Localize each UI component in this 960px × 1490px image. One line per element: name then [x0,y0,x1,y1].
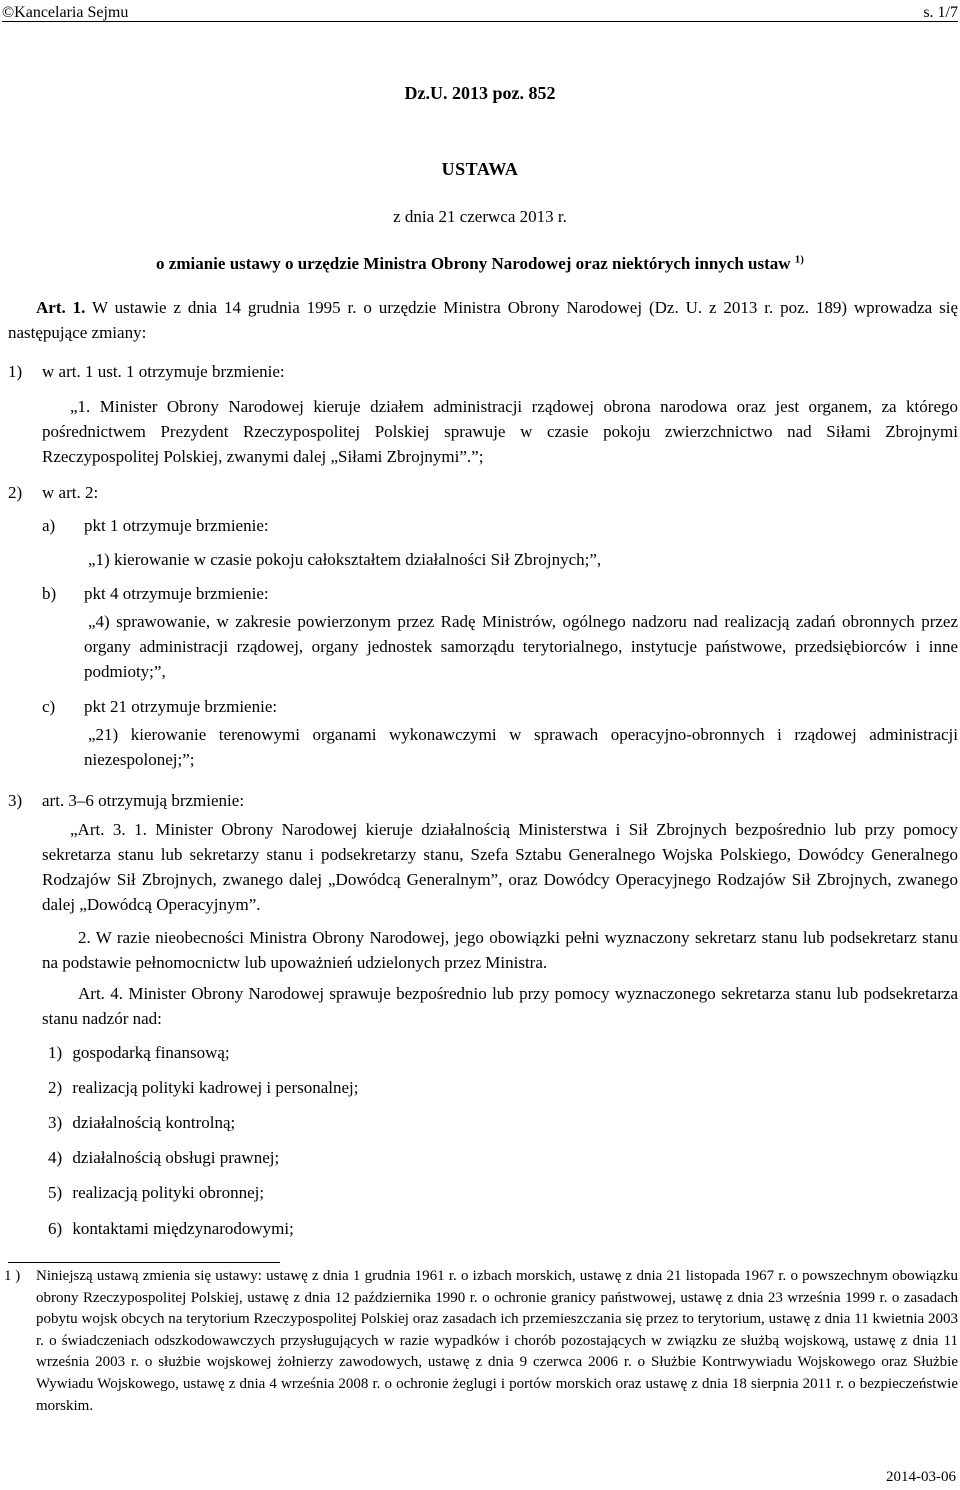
list-text: realizacją polityki kadrowej i personalnej; [72,1078,359,1097]
footnote-divider [8,1262,280,1263]
item-3-num: 3) [8,791,23,810]
list-text: kontaktami międzynarodowymi; [72,1219,294,1238]
list-num: 5) [48,1183,63,1202]
art4-item-5 [48,1180,264,1205]
item-3-text: art. 3–6 otrzymują brzmienie: [42,791,245,810]
list-num: 3) [48,1113,63,1132]
list-text: działalnością kontrolną; [72,1113,236,1132]
list-num: 2) [48,1078,63,1097]
art4-paragraph: Art. 4. Minister Obrony Narodowej sprawuje bezpośrednio lub przy pomocy wyznaczonego sekretarza stanu lub podsekretarza stanu nadzór nad: [42,984,958,1028]
list-num: 1) [48,1043,63,1062]
art4-item-3 [48,1110,235,1135]
art4-item-1 [48,1040,230,1065]
doc-reference: Dz.U. 2013 poz. 852 [404,83,556,103]
list-num: 4) [48,1148,63,1167]
footnote-mark: 1 ) [4,1268,21,1284]
footer-date: 2014-03-06 [886,1469,956,1485]
art4-item-2 [48,1075,358,1100]
item-2b-quote: „4) sprawowanie, w zakresie powierzonym przez Radę Ministrów, ogólnego nadzoru nad realizacją zadań obronnych przez organy administracji rządowej, organy jednostek samorządu terytorialnego, instytucje państwowe, przedsiębiorców i inne podmioty;”, [84,612,958,681]
item-1-quote: „1. Minister Obrony Narodowej kieruje działem administracji rządowej obrona narodowa oraz jest organem, za którego pośrednictwem Prezydent Rzeczypospolitej Polskiej sprawuje w czasie pokoju zwierzchnictwo nad Siłami Zbrojnymi Rzeczypospolitej Polskiej, zwanymi dalej „Siłami Zbrojnymi”.”; [42,397,958,466]
footnote-text: Niniejszą ustawą zmienia się ustawy: ustawę z dnia 1 grudnia 1961 r. o izbach morskich, ustawę z dnia 21 listopada 1967 r. o powszechnym obowiązku obrony Rzeczypospolitej Polskiej, ustawę z dnia 12 października 1990 r. o ochronie granicy państwowej, ustawę z dnia 23 września 1999 r. o zasadach pobytu wojsk obcych na terytorium Rzeczypospolitej Polskiej oraz zasadach ich przemieszczania się przez to terytorium, ustawę z dnia 11 kwietnia 2003 r. o świadczeniach odszkodowawczych przysługujących w razie wypadków i chorób pozostających w związku ze służbą wojskową, ustawę z dnia 11 września 2003 r. o służbie wojskowej żołnierzy zawodowych, ustawę z dnia 9 czerwca 2006 r. o Służbie Kontrwywiadu Wojskowego oraz Służbie Wywiadu Wojskowego, ustawę z dnia 4 września 2008 r. o ochronie żeglugi i portów morskich oraz ustawę z dnia 18 sierpnia 2011 r. o bezpieczeństwie morskim. [36,1268,958,1414]
subject-line [0,251,960,276]
art1-intro [8,295,958,345]
art4-item-4 [48,1145,279,1170]
item-2a-num: a) [42,516,56,535]
page-header [2,0,958,22]
list-text: realizacją polityki obronnej; [72,1183,265,1202]
item-1-text: w art. 1 ust. 1 otrzymuje brzmienie: [42,362,285,381]
item-2a-text: pkt 1 otrzymuje brzmienie: [84,516,269,535]
page-number: s. 1/7 [923,4,958,21]
art1-text: W ustawie z dnia 14 grudnia 1995 r. o urzędzie Ministra Obrony Narodowej (Dz. U. z 2013 r. poz. 189) wprowadza się następujące zmiany: [8,298,958,342]
art3-paragraph-1: „Art. 3. 1. Minister Obrony Narodowej kieruje działalnością Ministerstwa i Sił Zbrojnych bezpośrednio lub przy pomocy sekretarza stanu lub sekretarzy stanu i podsekretarzy stanu, Szefa Sztabu Generalnego Wojska Polskiego, Dowódcy Generalnego Rodzajów Sił Zbrojnych, zwanego dalej „Dowódcą Generalnym”, oraz Dowódcy Operacyjnego Rodzajów Sił Zbrojnych, zwanego dalej „Dowódcą Operacyjnym”. [42,820,958,914]
date-line: z dnia 21 czerwca 2013 r. [393,207,567,226]
header-left: ©Kancelaria Sejmu [2,4,129,21]
item-2-num: 2) [8,483,23,502]
art4-item-6 [48,1216,294,1241]
art3-paragraph-2: 2. W razie nieobecności Ministra Obrony Narodowej, jego obowiązki pełni wyznaczony sekretarz stanu lub podsekretarz stanu na podstawie pełnomocnictw lub upoważnień udzielonych przez Ministra. [42,928,958,972]
list-text: gospodarką finansową; [72,1043,230,1062]
item-2c-text: pkt 21 otrzymuje brzmienie: [84,697,278,716]
item-1-num: 1) [8,362,23,381]
item-2-text: w art. 2: [42,483,99,502]
item-2c-num: c) [42,697,56,716]
item-2b-text: pkt 4 otrzymuje brzmienie: [84,584,269,603]
document-title: USTAWA [441,159,519,179]
item-2a-quote: „1) kierowanie w czasie pokoju całokształtem działalności Sił Zbrojnych;”, [88,550,602,569]
subject-footnote-mark: 1) [794,253,804,266]
item-2b-num: b) [42,584,57,603]
list-text: działalnością obsługi prawnej; [72,1148,280,1167]
subject-text: o zmianie ustawy o urzędzie Ministra Obrony Narodowej oraz niektórych innych ustaw [156,254,791,273]
item-2c-quote: „21) kierowanie terenowymi organami wykonawczymi w sprawach operacyjno-obronnych i rządowej administracji niezespolonej;”; [84,725,958,769]
list-num: 6) [48,1219,63,1238]
header-rule [2,21,958,22]
art1-label: Art. 1. [36,298,86,317]
